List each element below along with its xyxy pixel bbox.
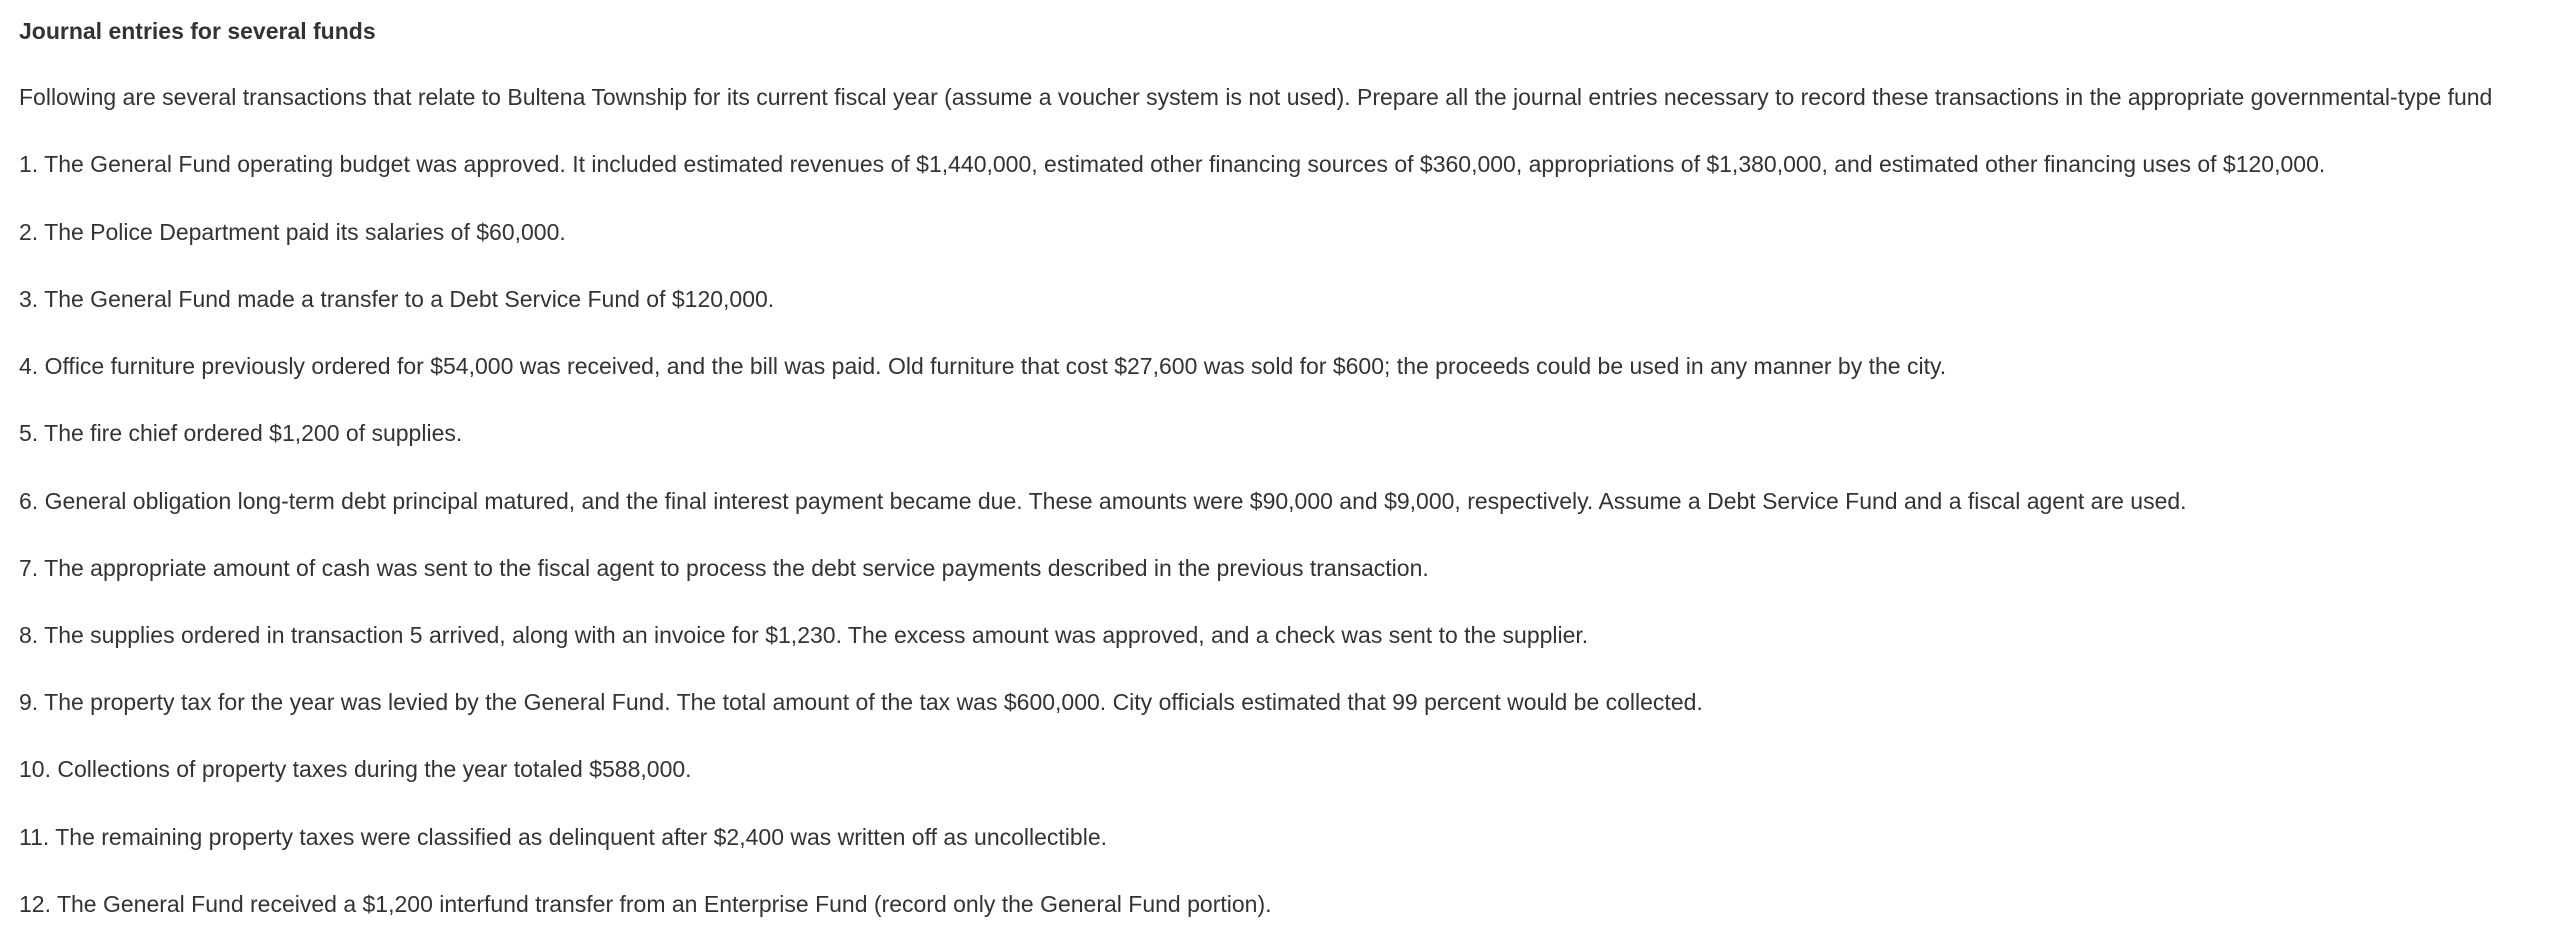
transaction-6: 6. General obligation long-term debt principal matured, and the final interest payment became due. These amounts were $90,000 and $9,000, respectively. Assume a Debt Service Fund and a fiscal agent are used.	[19, 488, 2187, 514]
transaction-10: 10. Collections of property taxes during the year totaled $588,000.	[19, 756, 692, 782]
transaction-8: 8. The supplies ordered in transaction 5 arrived, along with an invoice for $1,230. The excess amount was approved, and a check was sent to the supplier.	[19, 622, 1589, 648]
transaction-5: 5. The fire chief ordered $1,200 of supplies.	[19, 420, 463, 446]
transaction-12: 12. The General Fund received a $1,200 interfund transfer from an Enterprise Fund (record only the General Fund portion).	[19, 891, 1272, 917]
transaction-7: 7. The appropriate amount of cash was sent to the fiscal agent to process the debt service payments described in the previous transaction.	[19, 555, 1429, 581]
transaction-2: 2. The Police Department paid its salaries of $60,000.	[19, 219, 566, 245]
page-title: Journal entries for several funds	[19, 18, 376, 44]
transaction-3: 3. The General Fund made a transfer to a Debt Service Fund of $120,000.	[19, 286, 775, 312]
transaction-9: 9. The property tax for the year was levied by the General Fund. The total amount of the tax was $600,000. City officials estimated that 99 percent would be collected.	[19, 689, 1703, 715]
transaction-11: 11. The remaining property taxes were classified as delinquent after $2,400 was written off as uncollectible.	[19, 824, 1107, 850]
transaction-4: 4. Office furniture previously ordered for $54,000 was received, and the bill was paid. Old furniture that cost $27,600 was sold for $600; the proceeds could be used in any manner by the city.	[19, 353, 1947, 379]
transaction-1: 1. The General Fund operating budget was approved. It included estimated revenues of $1,440,000, estimated other financing sources of $360,000, appropriations of $1,380,000, and estimated other financing uses of $120,000.	[19, 151, 2326, 177]
intro-paragraph: Following are several transactions that relate to Bultena Township for its current fiscal year (assume a voucher system is not used). Prepare all the journal entries necessary to record these transactions in the appropriate governmental-type fund	[19, 84, 2493, 110]
